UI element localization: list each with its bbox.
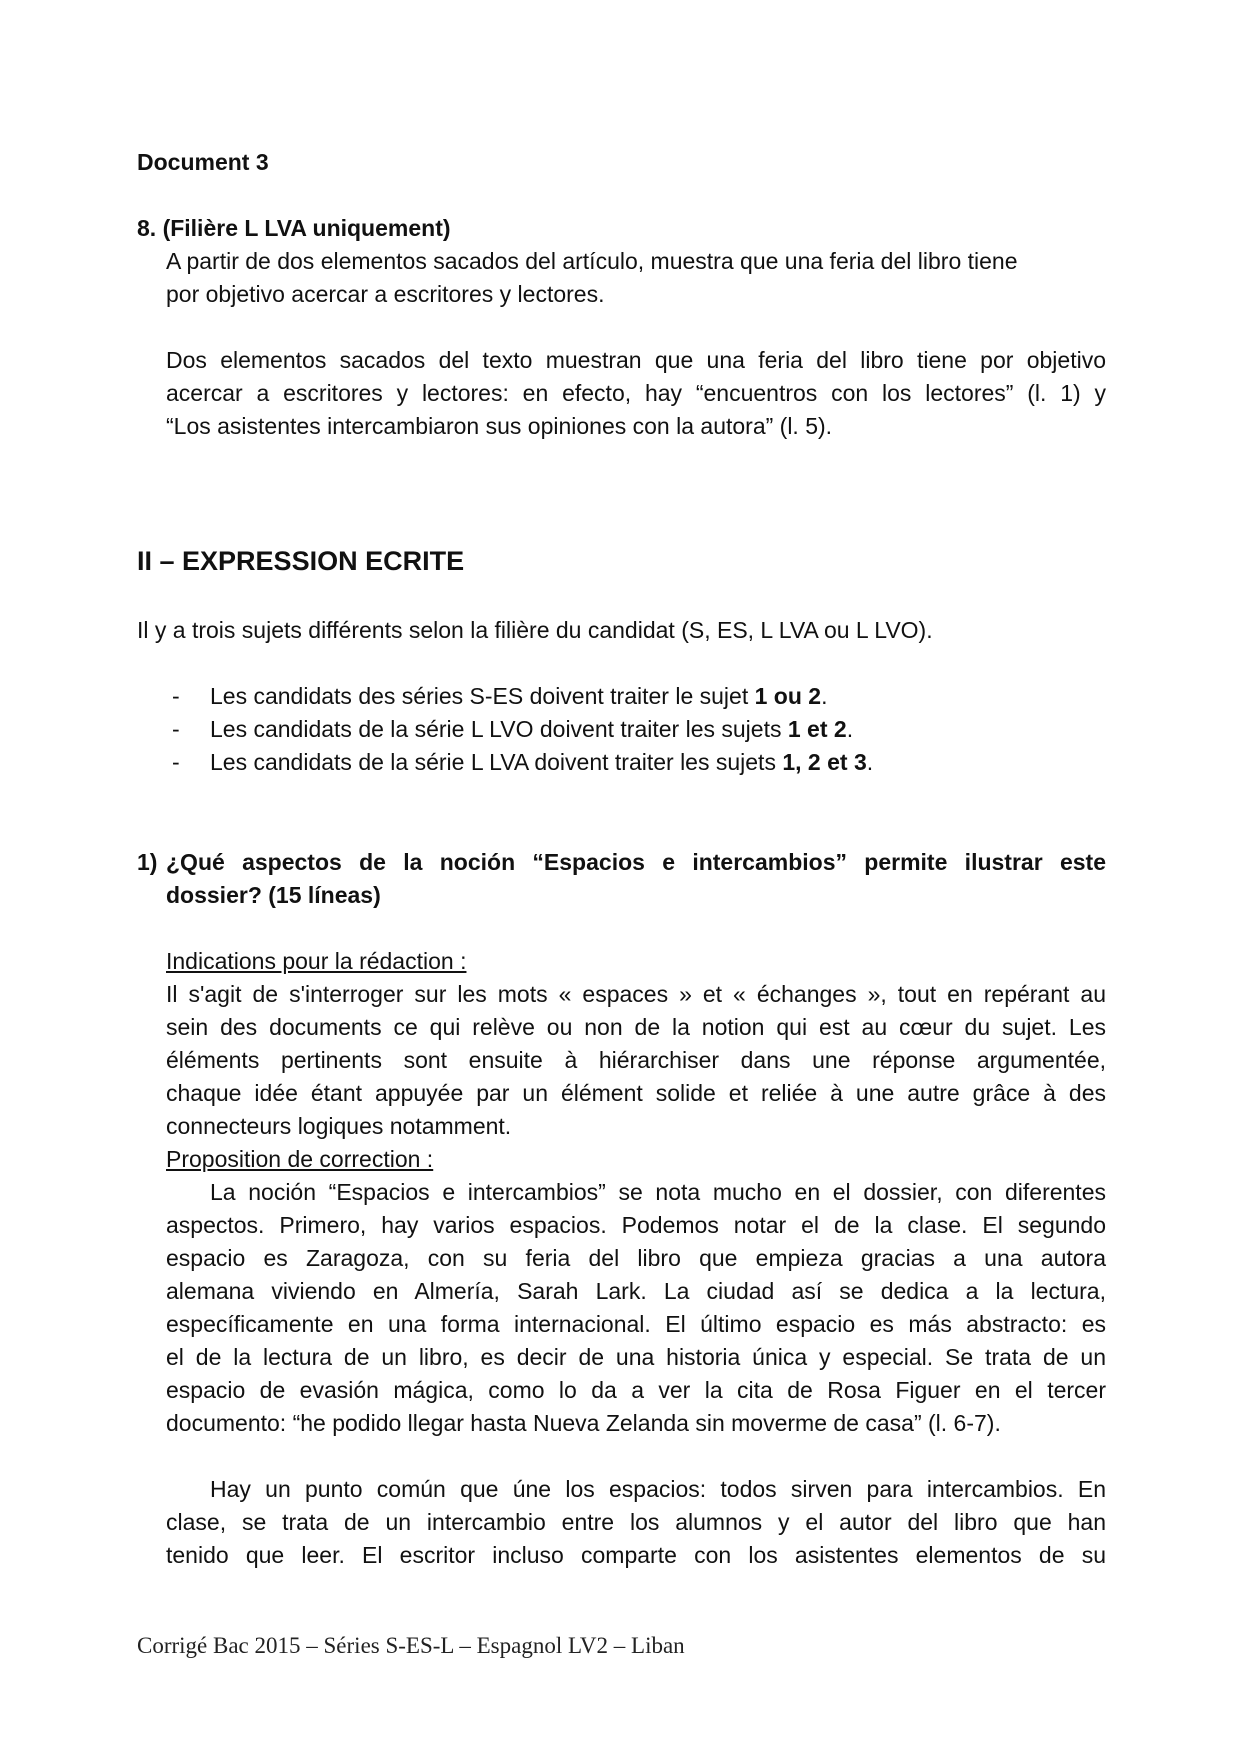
indications-section <box>166 945 1106 1143</box>
list-item-text: Les candidats des séries S-ES doivent traiter le sujet <box>210 683 755 709</box>
indications-line: connecteurs logiques notamment. <box>166 1113 512 1139</box>
indications-line: Il s'agit de s'interroger sur les mots « espaces » et « échanges », tout en repérant au <box>166 981 1106 1007</box>
list-item-end: . <box>846 716 854 742</box>
question-8-answer-line: acercar a escritores y lectores: en efecto, hay “encuentros con los lectores” (l. 1) y <box>166 380 1106 406</box>
correction-line: el de la lectura de un libro, es decir de una historia única y especial. Se trata de un <box>166 1344 1106 1370</box>
dash-marker: - <box>172 749 180 775</box>
indications-line: éléments pertinents sont ensuite à hiérarchiser dans une réponse argumentée, <box>166 1047 1106 1073</box>
candidate-instructions-list <box>172 680 873 779</box>
correction-line: documento: “he podido llegar hasta Nueva Zelanda sin moverme de casa” (l. 6-7). <box>166 1410 1001 1436</box>
indications-line: chaque idée étant appuyée par un élément solide et reliée à une autre grâce à des <box>166 1080 1106 1106</box>
document-heading: Document 3 <box>137 149 269 175</box>
correction-line: específicamente en una forma internacional. El último espacio es más abstracto: es <box>166 1311 1106 1337</box>
list-item-end: . <box>821 683 828 709</box>
question-1-title-line: ¿Qué aspectos de la noción “Espacios e intercambios” permite ilustrar este <box>166 849 1106 875</box>
correction-line: alemana viviendo en Almería, Sarah Lark. La ciudad así se dedica a la lectura, <box>166 1278 1106 1304</box>
list-item-text: Les candidats de la série L LVO doivent traiter les sujets <box>210 716 788 742</box>
question-8-answer-line: “Los asistentes intercambiaron sus opiniones con la autora” (l. 5). <box>166 413 833 439</box>
list-item-bold: 1, 2 et 3 <box>782 749 867 775</box>
list-item-text: Les candidats de la série L LVA doivent traiter les sujets <box>210 749 783 775</box>
list-item-bold: 1 et 2 <box>787 716 847 742</box>
list-item <box>172 680 873 713</box>
correction-label: Proposition de correction : <box>166 1146 434 1172</box>
dash-marker: - <box>172 683 180 709</box>
dash-marker: - <box>172 716 180 742</box>
question-1-number: 1) <box>137 849 158 875</box>
question-8-prompt <box>166 245 1106 311</box>
section-title-expression-ecrite: II – EXPRESSION ECRITE <box>137 546 465 576</box>
list-item <box>172 713 873 746</box>
correction-paragraph-2 <box>166 1473 1106 1572</box>
page-footer: Corrigé Bac 2015 – Séries S-ES-L – Espagnol LV2 – Liban <box>137 1633 685 1658</box>
correction-line: La noción “Espacios e intercambios” se nota mucho en el dossier, con diferentes <box>210 1179 1106 1205</box>
correction-section <box>166 1143 1106 1440</box>
indications-label: Indications pour la rédaction : <box>166 948 467 974</box>
correction-line: clase, se trata de un intercambio entre los alumnos y el autor del libro que han <box>166 1509 1106 1535</box>
correction-line: espacio es Zaragoza, con su feria del libro que empieza gracias a una autora <box>166 1245 1106 1271</box>
correction-line: Hay un punto común que úne los espacios: todos sirven para intercambios. En <box>210 1476 1106 1502</box>
indications-line: sein des documents ce qui relève ou non de la notion qui est au cœur du sujet. Les <box>166 1014 1106 1040</box>
correction-line: espacio de evasión mágica, como lo da a ver la cita de Rosa Figuer en el tercer <box>166 1377 1106 1403</box>
question-8-prompt-line: A partir de dos elementos sacados del artículo, muestra que una feria del libro tiene <box>166 248 1018 274</box>
correction-line: aspectos. Primero, hay varios espacios. Podemos notar el de la clase. El segundo <box>166 1212 1106 1238</box>
list-item-end: . <box>866 749 874 775</box>
question-8-title: 8. (Filière L LVA uniquement) <box>137 215 451 241</box>
correction-line: tenido que leer. El escritor incluso comparte con los asistentes elementos de su <box>166 1542 1106 1568</box>
section-intro: Il y a trois sujets différents selon la filière du candidat (S, ES, L LVA ou L LVO). <box>137 617 933 643</box>
list-item <box>172 746 873 779</box>
list-item-bold: 1 ou 2 <box>754 683 822 709</box>
question-8-answer <box>166 344 1106 443</box>
question-1-title-line: dossier? (15 líneas) <box>166 882 381 908</box>
question-1-title <box>137 846 1106 912</box>
question-8-prompt-line: por objetivo acercar a escritores y lectores. <box>166 281 605 307</box>
question-8-answer-line: Dos elementos sacados del texto muestran que una feria del libro tiene por objetivo <box>166 347 1106 373</box>
